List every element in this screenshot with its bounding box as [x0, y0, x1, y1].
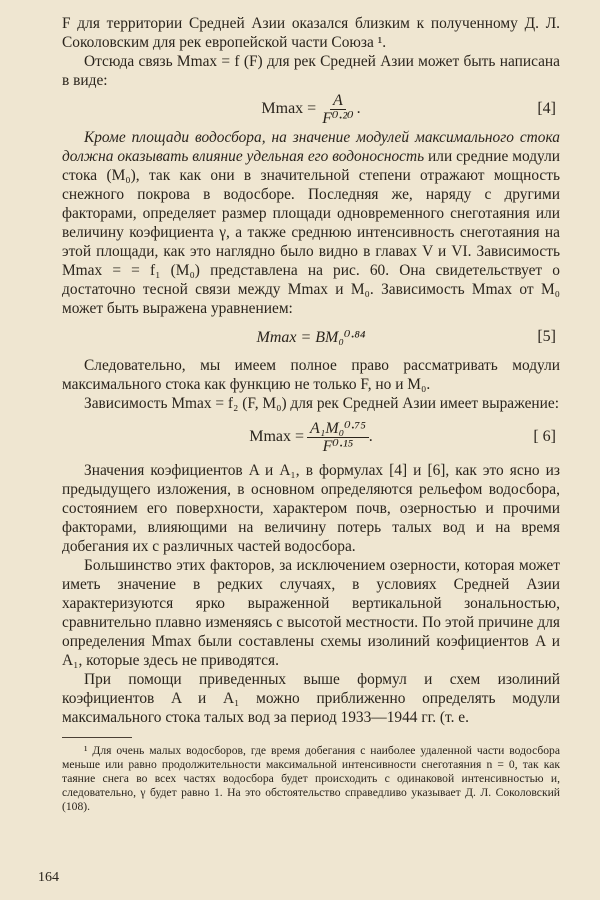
paragraph-2: Отсюда связь Mmax = f (F) для рек Средней Азии может быть написана в виде: — [62, 53, 560, 89]
formula-5 — [62, 320, 560, 354]
formula-4-numerator: A — [330, 92, 346, 110]
formula-6-fraction — [307, 420, 369, 455]
formula-5-expression: Mmax = BM₀⁰·⁸⁴ — [256, 329, 366, 346]
formula-6-lhs: Mmax = — [249, 428, 305, 445]
formula-6 — [62, 415, 560, 459]
footnote-1: ¹ Для очень малых водосборов, где время добегания с наиболее удаленной части водосбора меньше или равно продолжительности максимальной интенсивности снеготаяния n = 0, так как таяние снега во всех частях водосбора будет происходить с одинаковой интенсивностью и, следовательно, γ будет равно 1. На это обстоятельство справедливо указывает Д. Л. Соколовский (108). — [62, 744, 560, 813]
formula-6-tail: . — [368, 428, 373, 445]
footnote-divider — [62, 737, 132, 738]
paragraph-3-italic: Кроме площади водосбора, на значение модулей максимального стока должна оказывать влияние удельная его водоносность — [62, 129, 560, 165]
formula-4-tail: . — [356, 100, 361, 117]
formula-4-lhs: Mmax = — [261, 100, 317, 117]
paragraph-6: Значения коэфициентов A и A₁, в формулах [4] и [6], как это ясно из предыдущего изложения, в основном определяются рельефом водосбора, состоянием его поверхности, характером почв, озерностью и прочими факторами, влияющими на величину потерь талых вод и на время добегания их с различных частей водосбора. — [62, 462, 560, 555]
formula-4-fraction — [319, 92, 356, 127]
paragraph-5: Зависимость Mmax = f₂ (F, M₀) для рек Средней Азии имеет выражение: — [84, 395, 559, 412]
formula-4-label: [4] — [537, 100, 556, 117]
formula-6-label: [ 6] — [533, 428, 556, 445]
paragraph-8: При помощи приведенных выше формул и схем изолиний коэфициентов A и A₁ можно приближенно определять модули максимального стока талых вод за период 1933—1944 гг. (т. е. — [62, 671, 560, 726]
formula-5-label: [5] — [537, 328, 556, 345]
formula-6-denominator: F⁰·¹⁵ — [322, 437, 354, 455]
page-number: 164 — [38, 870, 59, 885]
paragraph-3-rest: или средние модули стока (M₀), так как они в значительной степени отражают мощность снежного покрова в водосборе. Последняя же, наряду с другими факторами, определяет размер площади одновременного снеготаяния или величину коэфициента γ, а также среднюю интенсивность снеготаяния на этой площади, как это наглядно было видно в главах V и VI. Зависимость Mmax = = f₁ (M₀) представлена на рис. 60. Она свидетельствует о достаточно тесной связи между Mmax и M₀. Зависимость Mmax от M₀ может быть выражена уравнением: — [62, 148, 560, 317]
formula-4-denominator: F⁰·²⁰ — [322, 109, 354, 127]
paragraph-3 — [62, 128, 560, 318]
footnote-block — [62, 744, 560, 814]
paragraph-4: Следовательно, мы имеем полное право рассматривать модули максимального стока как функцию не только F, но и M₀. — [62, 357, 560, 393]
paragraph-7: Большинство этих факторов, за исключением озерности, которая может иметь значение в редких случаях, в условиях Средней Азии характеризуются ярко выраженной вертикальной зональностью, сравнительно плавно изменяясь с высотой местности. По этой причине для определения Mmax были составлены схемы изолиний коэфициентов A и A₁, которые здесь не приводятся. — [62, 557, 560, 669]
formula-4 — [62, 92, 560, 126]
paragraph-1: F для территории Средней Азии оказался близким к полученному Д. Л. Соколовским для рек европейской части Союза ¹. — [62, 15, 560, 51]
formula-6-numerator: A₁M₀⁰·⁷⁵ — [307, 420, 369, 438]
